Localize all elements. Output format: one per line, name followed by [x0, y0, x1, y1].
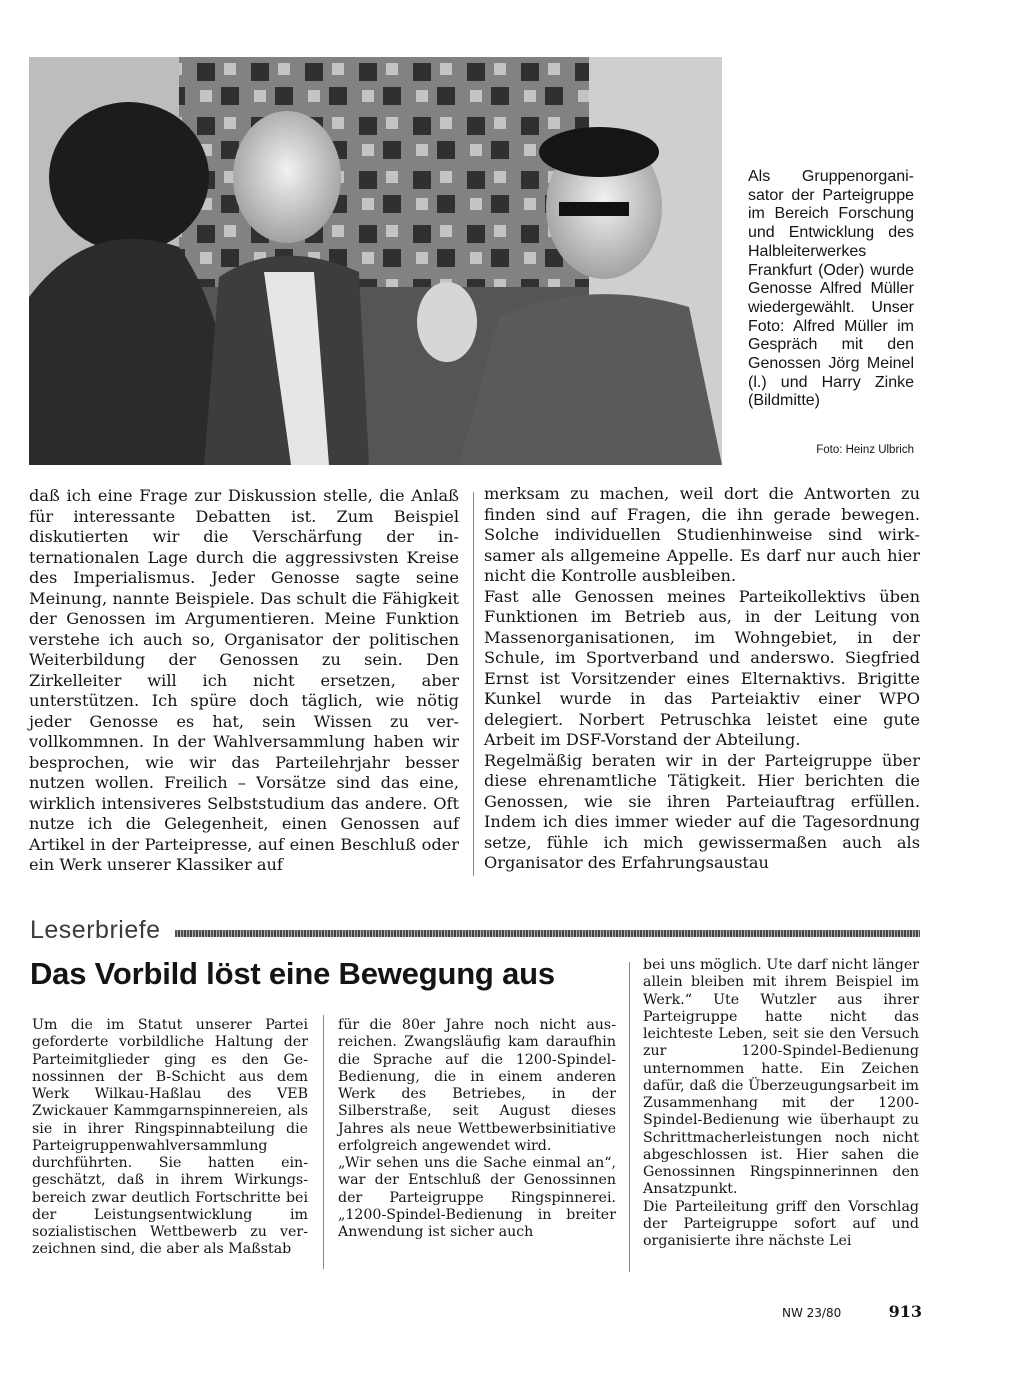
article-paragraph: Regelmäßig beraten wir in der Parteigruppe über diese ehrenamtliche Tätigkeit. Hier berichten die Genossen, wie sie ihren Parteiauftrag erfüllen. Indem ich dies immer wieder auf die Tagesordnung setze, fühle ich mich gewissermaßen auch als Organisator des Erfahrungsaustau — [484, 750, 920, 872]
article-paragraph: daß ich eine Frage zur Diskussion stelle, die Anlaß für interessante Debatten ist. Zum Beispiel diskutierten wir die Verschärfung der internationalen Lage durch die aggressivsten Kreise des Imperialismus. Jeder Genosse sagte seine Meinung, nannte Beispiele. Das schult die Fähigkeit der Genossen im Argumentieren. Meine Funktion verstehe ich auch so, Organisator der politischen Weiterbildung der Genossen zu sein. Den Zirkelleiter will ich nicht ersetzen, aber unterstützen. Ich spüre doch täglich, wie nötig jeder Genosse es hat, sein Wissen zu vervollkommnen. In der Wahlversammlung haben wir besprochen, wie wir das Parteilehrjahr besser nutzen wollen. Freilich – Vorsätze sind das eine, wirklich intensiveres Selbststudium das andere. Oft nutze ich die Gelegenheit, einen Genossen auf Artikel in der Parteipresse, auf einen Beschluß oder ein Werk unserer Klassiker auf — [29, 486, 459, 874]
page-footer — [782, 1302, 922, 1326]
section-header — [30, 913, 920, 947]
article-paragraph: Fast alle Genossen meines Parteikollektivs üben Funktionen im Betrieb aus, in der Leitung von Massenorganisationen, im Wohngebiet, in der Schule, im Sportverband und anderswo. Siegfried Ernst ist Vorsitzender eines Elternaktivs. Brigitte Kunkel wurde in das Parteiaktiv einer WPO delegiert. Norbert Petruschka leistet eine gute Arbeit im DSF-Vorstand der Abteilung. — [484, 586, 920, 749]
page-number: 913 — [888, 1302, 922, 1321]
issue-number: NW 23/80 — [782, 1306, 842, 1320]
column-divider — [323, 1015, 324, 1269]
article-column-1 — [29, 486, 459, 876]
photo-credit: Foto: Heinz Ulbrich — [816, 444, 914, 456]
letter-paragraph: für die 80er Jahre noch nicht ausreichen. Zwangsläufig kam daraufhin die Sprache auf die 1200-Spindel-Bedienung, die in einem anderen Werk des Betriebes, in der Silberstraße, seit August dieses Jahres als neue Wettbewerbsinitiative erfolgreich angewendet wird. — [338, 1017, 616, 1154]
letter-column-1 — [32, 1017, 308, 1259]
article-paragraph: merksam zu machen, weil dort die Antworten zu finden sind auf Fragen, die ihn gerade bewegen. Solche individuellen Studienhinweise sind wirksamer als allgemeine Appelle. Es darf nur auch hier nicht die Kontrolle ausbleiben. — [484, 484, 920, 585]
column-divider — [473, 492, 474, 876]
photo-caption: Als Gruppenorganisator der Parteigruppe im Bereich Forschung und Entwicklung des Halbleiterwerkes Frankfurt (Oder) wurde Genosse Alfred Müller wiedergewählt. Unser Foto: Alfred Müller im Gespräch mit den Genossen Jörg Meinel (l.) und Harry Zinke (Bildmitte) — [748, 168, 914, 410]
letter-paragraph: Um die im Statut unserer Partei geforderte vorbildliche Haltung der Parteimitglieder ging es den Genossinnen der B-Schicht aus dem Werk Wilkau-Haßlau des VEB Zwickauer Kammgarnspinnereien, als sie in ihrer Ringspinnabteilung die Parteigruppenwahlversammlung durchführten. Sie hatten eingeschätzt, daß in ihrem Wirkungsbereich zwar deutlich Fortschritte bei der Leistungsentwicklung im sozialistischen Wettbewerb zu verzeichnen sind, die aber als Maßstab — [32, 1017, 308, 1258]
letter-headline: Das Vorbild löst eine Bewegung aus — [30, 956, 555, 991]
photo-image — [29, 57, 722, 465]
letter-column-3 — [643, 957, 919, 1250]
letter-column-2 — [338, 1017, 616, 1241]
article-column-2 — [484, 484, 920, 874]
photo — [29, 57, 722, 465]
section-rule — [175, 930, 920, 937]
letter-paragraph: bei uns möglich. Ute darf nicht länger allein bleiben mit ihrem Beispiel im Werk.“ Ute Wutzler aus ihrer Parteigruppe hatte nicht das leichteste Leben, seit sie den Versuch zur 1200-Spindel-Bedienung unternommen hatte. Ein Zeichen dafür, daß die Überzeugungsarbeit im Zusammenhang mit der 1200-Spindel-Bedienung wie überhaupt zu Schrittmacherleistungen noch nicht abgeschlossen ist. Hier sahen die Genossinnen Ringspinnerinnen den Ansatzpunkt. — [643, 957, 919, 1198]
letter-paragraph: „Wir sehen uns die Sache einmal an“, war der Entschluß der Genossinnen der Parteigruppe Ringspinnerei. „1200-Spindel-Bedienung in breiter Anwendung ist sicher auch — [338, 1155, 616, 1240]
column-divider — [629, 962, 630, 1272]
letter-paragraph: Die Parteileitung griff den Vorschlag der Parteigruppe sofort auf und organisierte ihre nächste Lei — [643, 1198, 919, 1249]
section-label: Leserbriefe — [30, 915, 161, 944]
